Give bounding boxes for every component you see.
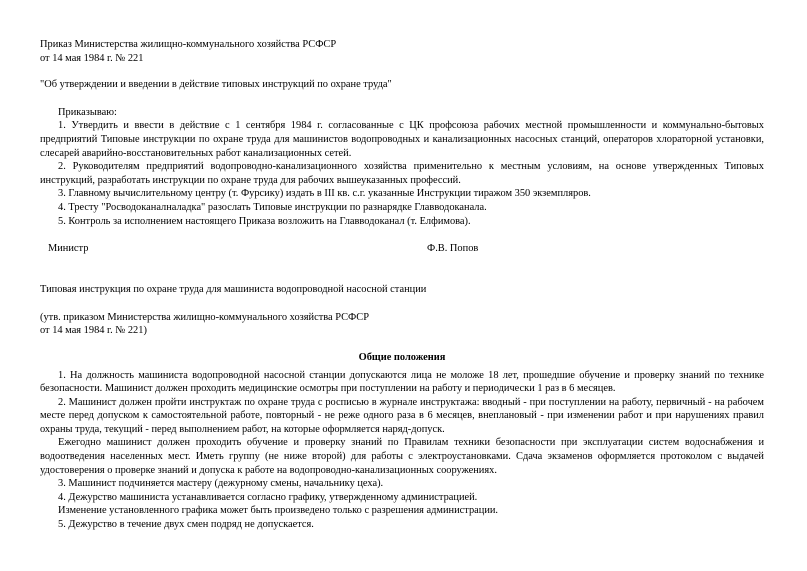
signature-role: Министр: [48, 243, 89, 255]
instruction-paragraph-2: 2. Машинист должен пройти инструктаж по охране труда с росписью в журнале инструктажа: вводный - при поступлении на работу, первичный - на рабочем месте перед допуском к самостоятельной работе, повторный - не реже одного раза в 6 месяцев, внеплановый - при изменении работ и при нарушениях правил охраны труда, текущий - перед выполнением работ, на которые оформляется наряд-допуск.: [40, 396, 764, 435]
instruction-paragraph-7: 5. Дежурство в течение двух смен подряд не допускается.: [58, 519, 314, 531]
instruction-approval-line1: (утв. приказом Министерства жилищно-коммунального хозяйства РСФСР: [40, 311, 369, 323]
order-subject: "Об утверждении и введении в действие типовых инструкций по охране труда": [40, 79, 392, 91]
order-item-5: 5. Контроль за исполнением настоящего Приказа возложить на Главводоканал (т. Елфимова).: [58, 215, 471, 227]
order-item-4: 4. Тресту "Росводоканалналадка" разослать Типовые инструкции по разнарядке Главводоканала.: [58, 201, 487, 213]
instruction-approval-line2: от 14 мая 1984 г. № 221): [40, 325, 147, 337]
instruction-paragraph-5: 4. Дежурство машиниста устанавливается согласно графику, утвержденному администрацией.: [58, 491, 478, 503]
order-title-line1: Приказ Министерства жилищно-коммунального хозяйства РСФСР: [40, 39, 337, 50]
instruction-paragraph-6: Изменение установленного графика может быть произведено только с разрешения администрации.: [58, 505, 499, 517]
order-item-2: 2. Руководителям предприятий водопроводно-канализационного хозяйства применительно к местным условиям, на основе утвержденных Типовых инструкций, разработать инструкции по охране труда для рабочих вышеуказанных профессий.: [40, 161, 764, 186]
signature-name: Ф.В. Попов: [427, 243, 479, 255]
instruction-paragraph-3: Ежегодно машинист должен проходить обучение и проверку знаний по Правилам техники безопасности при эксплуатации систем водоснабжения и водоотведения населенных мест. Иметь группу (не ниже второй) для работы с электроустановками. Сдача экзаменов оформляется протоколом с выдачей удостоверения о проверке знаний и допуска к работе на водопроводно-канализационных сооружениях.: [40, 437, 764, 476]
section-heading: Общие положения: [358, 351, 446, 363]
order-directive: Приказываю:: [58, 106, 117, 118]
order-item-1: 1. Утвердить и ввести в действие с 1 сентября 1984 г. согласованные с ЦК профсоюза рабочих местной промышленности и коммунально-бытовых предприятий Типовые инструкции по охране труда для машинистов водопроводных и канализационных насосных станций, операторов хлораторной установки, слесарей аварийно-восстановительных работ канализационных сетей.: [40, 120, 764, 159]
signature-block: [40, 242, 764, 256]
order-item-3: 3. Главному вычислительному центру (т. Фурсику) издать в III кв. с.г. указанные Инструкции тиражом 350 экземпляров.: [58, 188, 591, 200]
instruction-title: Типовая инструкция по охране труда для машиниста водопроводной насосной станции: [40, 284, 427, 296]
instruction-paragraph-4: 3. Машинист подчиняется мастеру (дежурному смены, начальнику цеха).: [58, 478, 384, 490]
document-page: [40, 38, 764, 532]
instruction-paragraph-1: 1. На должность машиниста водопроводной насосной станции допускаются лица не моложе 18 лет, прошедшие обучение и проверку знаний по технике безопасности. Машинист должен проходить медицинские осмотры при поступлении на работу и периодически 1 раз в 6 месяцев.: [40, 369, 764, 395]
order-title-line2: от 14 мая 1984 г. № 221: [40, 52, 144, 64]
